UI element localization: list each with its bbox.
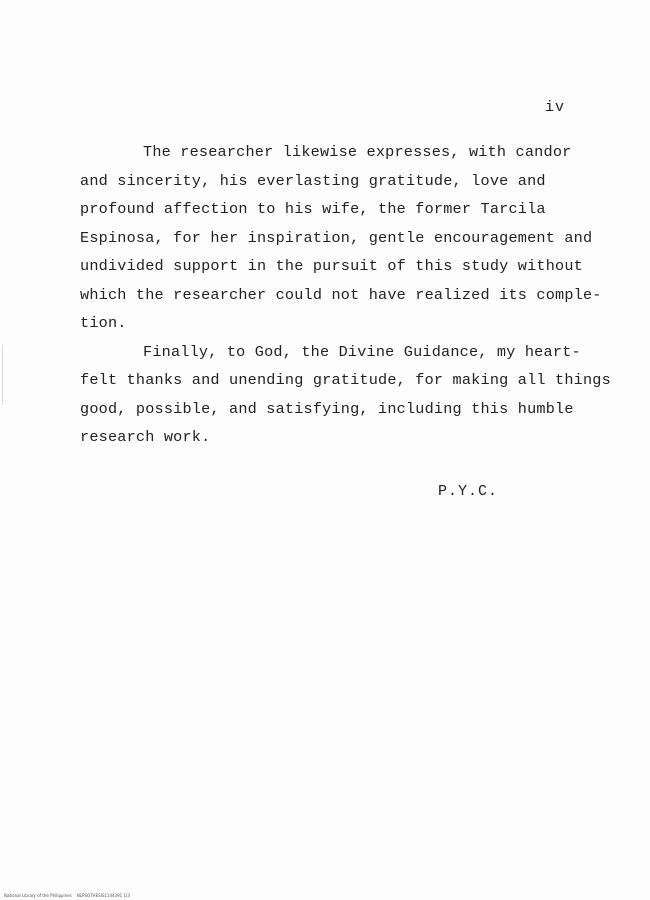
paragraph-1-line-3: profound affection to his wife, the former Tarcila: [80, 200, 546, 218]
paragraph-1-line-1: The researcher likewise expresses, with candor: [143, 143, 572, 161]
signature-initials: P.Y.C.: [438, 483, 499, 500]
paragraph-1-line-6: which the researcher could not have realized its comple-: [80, 285, 602, 304]
paragraph-2-line-3: good, possible, and satisfying, including this humble: [80, 399, 574, 418]
scan-margin-mark: [2, 345, 3, 405]
paragraph-2-line-2: felt thanks and unending gratitude, for making all things: [80, 371, 611, 389]
paragraph-2-line-1: Finally, to God, the Divine Guidance, my heart-: [143, 342, 581, 361]
acknowledgment-body: [80, 138, 611, 452]
paragraph-1-line-5: undivided support in the pursuit of this study without: [80, 257, 583, 275]
paragraph-1-line-7: tion.: [80, 314, 127, 332]
paragraph-2-line-4: research work.: [80, 428, 211, 446]
paragraph-1-line-4: Espinosa, for her inspiration, gentle encouragement and: [80, 228, 593, 247]
scan-footer: National Library of the Philippines NLPSOTHESIS1144391 1/3: [4, 893, 130, 898]
paragraph-1-line-2: and sincerity, his everlasting gratitude, love and: [80, 171, 546, 190]
page-number: iv: [545, 99, 566, 116]
